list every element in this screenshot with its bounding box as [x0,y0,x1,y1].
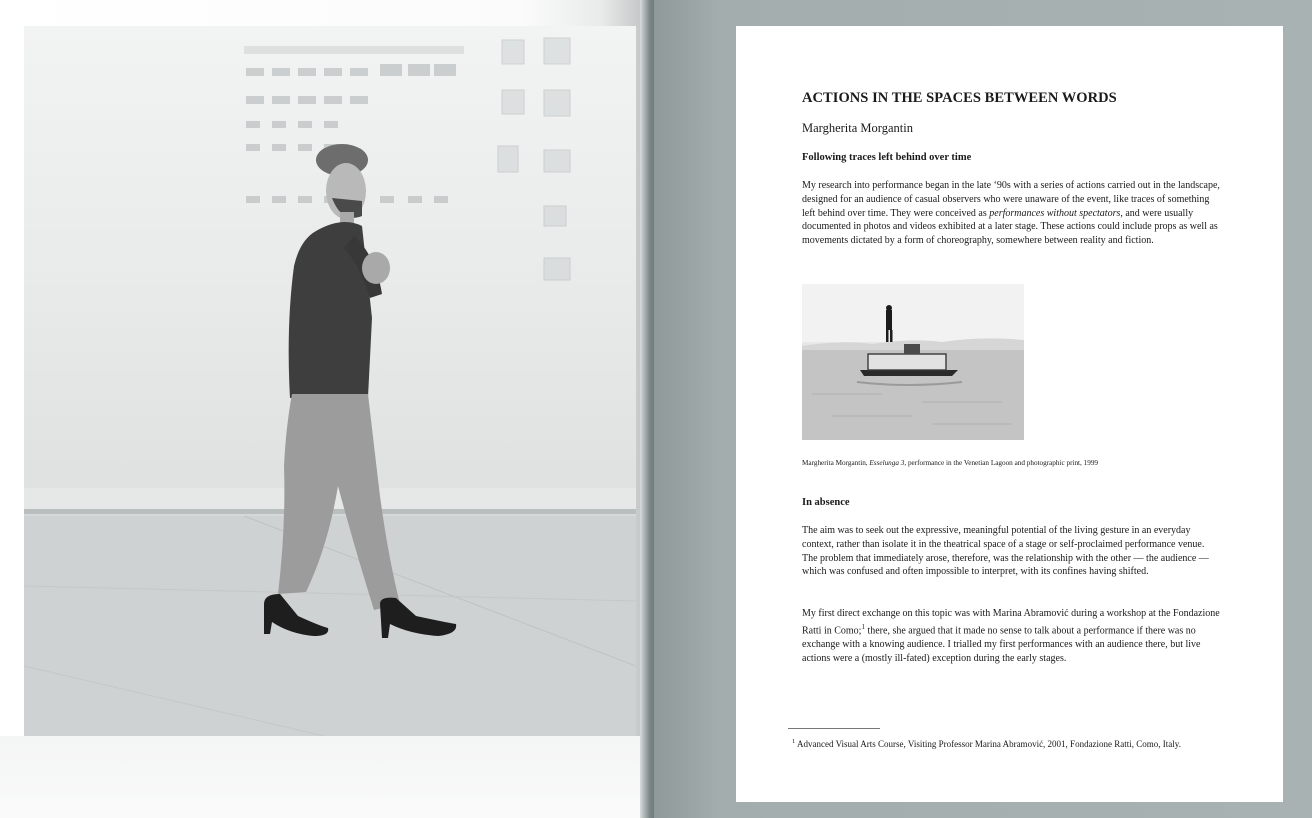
paragraph-research [802,179,1222,248]
paragraph-exchange-text-b: there, she argued that it made no sense to talk about a performance if there was no exchange with a knowing audience. I trialled my first performances with an audience there, but live actions were a (mostly ill-fated) exception during the early stages. [802,625,1201,664]
paragraph-exchange [802,607,1222,666]
caption-text-b: , performance in the Venetian Lagoon and photographic print, 1999 [904,459,1099,467]
right-page [736,26,1283,802]
boat-illustration [802,284,1024,440]
footnote-number: 1 [792,738,796,745]
paragraph-research-text-a: My research into performance began in the late ‘90s with a series of actions carried out in the landscape, designed for an audience of casual observers who were unaware of the event, like traces of something left behind over time. They were conceived as [802,180,1220,219]
author-name: Margherita Morgantin [802,121,913,135]
article-title: ACTIONS IN THE SPACES BETWEEN WORDS [802,90,1117,106]
section-heading-traces: Following traces left behind over time [802,152,972,163]
left-page-lower-margin [0,736,640,818]
paragraph-aim: The aim was to seek out the expressive, meaningful potential of the living gesture in an everyday context, rather than isolate it in the theatrical space of a stage or self-proclaimed performance venue. The problem that immediately arose, therefore, was the relationship with the other — the audience — which was confused and often impossible to interpret, with its confines having shifted. [802,525,1209,578]
paragraph-exchange-text-a: My first direct exchange on this topic was with Marina Abramović during a workshop at the Fondazione Ratti in Como; [802,608,1220,637]
footnote-reference[interactable]: 1 [861,622,865,631]
caption-text-a: Margherita Morgantin, [802,459,870,467]
caption-emphasis: Esselunga 3 [869,459,905,467]
footnote [792,738,1181,749]
footnote-divider [788,728,880,729]
projected-desktop-icons [244,38,570,280]
section-heading-absence: In absence [802,497,850,508]
left-page [0,0,654,818]
figure-caption [802,459,1098,467]
footnote-text: Advanced Visual Arts Course, Visiting Professor Marina Abramović, 2001, Fondazione Ratti, Como, Italy. [795,739,1181,749]
boat-performance-photo [802,284,1024,440]
paragraph-research-emphasis: performances without spectators [989,207,1121,219]
paragraph-research-text-b: , and were usually documented in photos and videos exhibited at a later stage. These actions could include props as well as movements dictated by a form of choreography, somewhere between reality and fiction. [802,207,1218,247]
photo-illustration [24,26,636,736]
person-walking-photo [24,26,636,736]
